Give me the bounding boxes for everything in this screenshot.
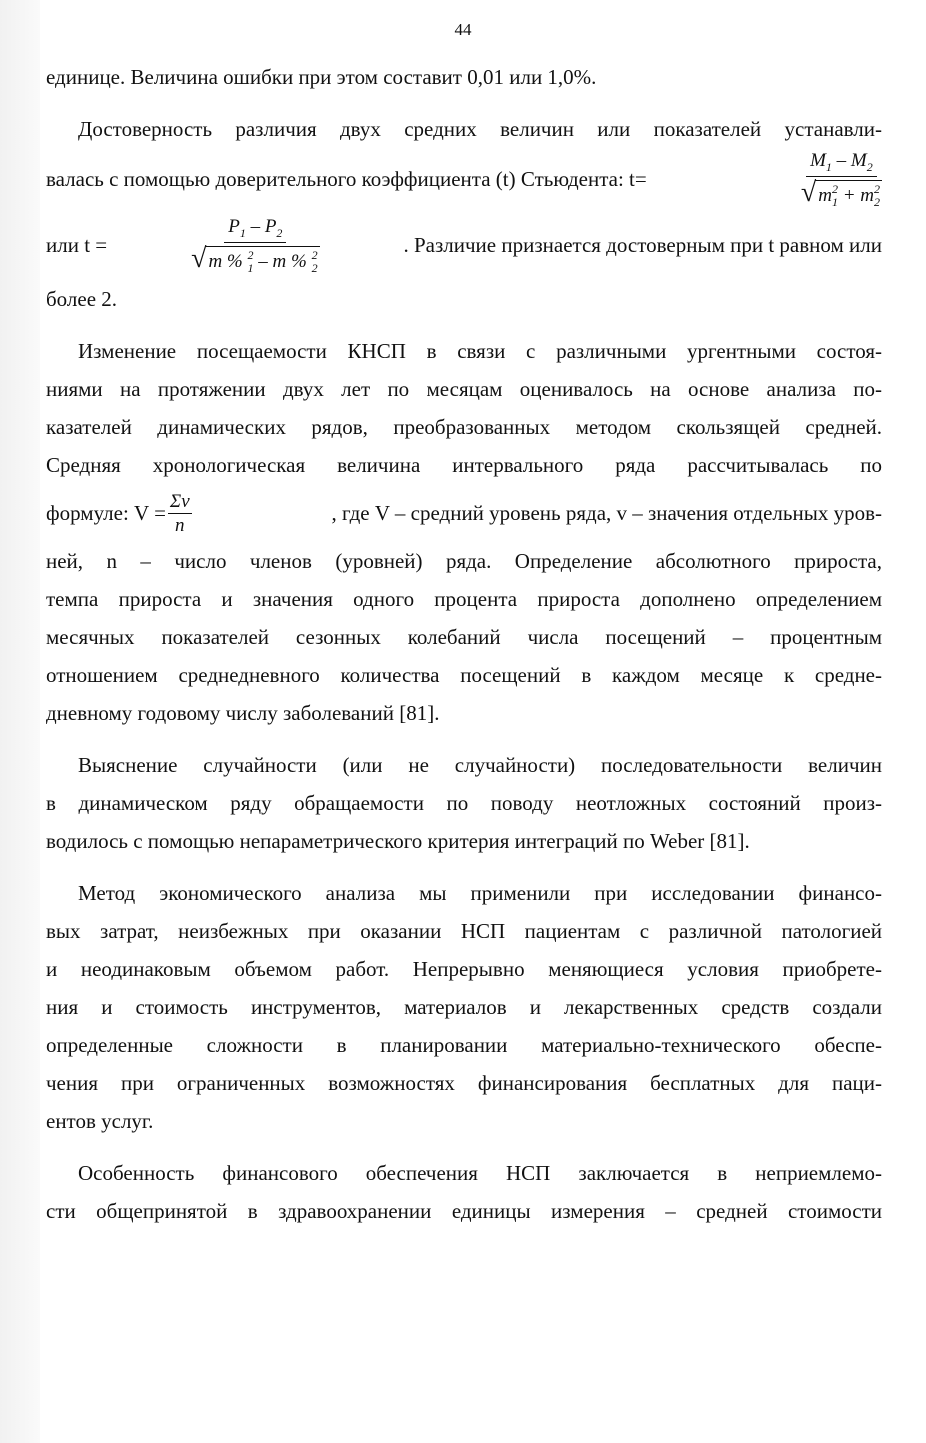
formula-line: [46, 148, 882, 210]
mean-formula: $\frac{\Sigma v}{n}$: [169, 490, 190, 536]
text-line: Выяснение случайности (или не случайности) последовательности величин: [78, 753, 882, 777]
text-line: или t =: [46, 233, 108, 257]
text-line: в динамическом ряду обращаемости по поводу неотложных состояний произ-: [46, 791, 882, 815]
text-line: единице. Величина ошибки при этом составит 0,01 или 1,0%.: [46, 65, 597, 89]
text-line: Метод экономического анализа мы применили при исследовании финансо-: [78, 881, 882, 905]
text-line: Особенность финансового обеспечения НСП заключается в неприемлемо-: [78, 1161, 882, 1185]
text-line: чения при ограниченных возможностях финансирования бесплатных для паци-: [46, 1071, 882, 1095]
text-line: ней, n – число членов (уровней) ряда. Определение абсолютного прироста,: [46, 549, 882, 573]
text-line: темпа прироста и значения одного процента прироста дополнено определением: [46, 587, 882, 611]
text-line: формуле: V =: [46, 501, 166, 525]
paragraph-6: [46, 1154, 882, 1230]
paragraph-3: [46, 332, 882, 732]
text-line: ния и стоимость инструментов, материалов и лекарственных средств создали: [46, 995, 882, 1019]
page-number: 44: [454, 20, 472, 39]
text-line: более 2.: [46, 287, 118, 311]
formula-line: [46, 484, 882, 542]
text-line: казателей динамических рядов, преобразованных методом скользящей средней.: [46, 415, 882, 439]
paragraph-1: [46, 58, 882, 96]
text-line: вых затрат, неизбежных при оказании НСП пациентам с различной патологией: [46, 919, 882, 943]
formula-line: [46, 210, 882, 280]
paragraph-2: [46, 110, 882, 318]
text-line: дневному годовому числу заболеваний [81].: [46, 701, 440, 725]
paragraph-4: [46, 746, 882, 860]
scan-margin: [0, 0, 40, 1443]
text-line: Достоверность различия двух средних величин или показателей устанавли-: [78, 117, 882, 141]
text-line: валась с помощью доверительного коэффициента (t) Стьюдента: t=: [46, 167, 647, 191]
text-line: , где V – средний уровень ряда, v – значения отдельных уров-: [331, 501, 882, 525]
paragraph-5: [46, 874, 882, 1140]
text-line: и неодинаковым объемом работ. Непрерывно меняющиеся условия приобрете-: [46, 957, 882, 981]
text-line: месячных показателей сезонных колебаний числа посещений – процентным: [46, 625, 882, 649]
text-line: определенные сложности в планировании материально-технического обеспе-: [46, 1033, 882, 1057]
text-line: ентов услуг.: [46, 1109, 154, 1133]
text-line: отношением среднедневного количества посещений в каждом месяце к средне-: [46, 663, 882, 687]
page-body: [46, 58, 882, 1230]
text-line: Изменение посещаемости КНСП в связи с различными ургентными состоя-: [78, 339, 882, 363]
text-line: водилось с помощью непараметрического критерия интеграций по Weber [81].: [46, 829, 750, 853]
student-t-formula: $M_1 - M_2$ √ $m_1^2 + m_2^2$: [800, 149, 880, 209]
text-line: ниями на протяжении двух лет по месяцам оценивалось на основе анализа по-: [46, 377, 882, 401]
text-line: . Различие признается достоверным при t равном или: [403, 233, 882, 257]
student-t-percent-formula: $P_1 - P_2$ √ m % $_1^2$ – m % $_2^2$: [191, 215, 318, 275]
text-line: Средняя хронологическая величина интервального ряда рассчитывалась по: [46, 453, 882, 477]
text-line: сти общепринятой в здравоохранении единицы измерения – средней стоимости: [46, 1199, 882, 1223]
